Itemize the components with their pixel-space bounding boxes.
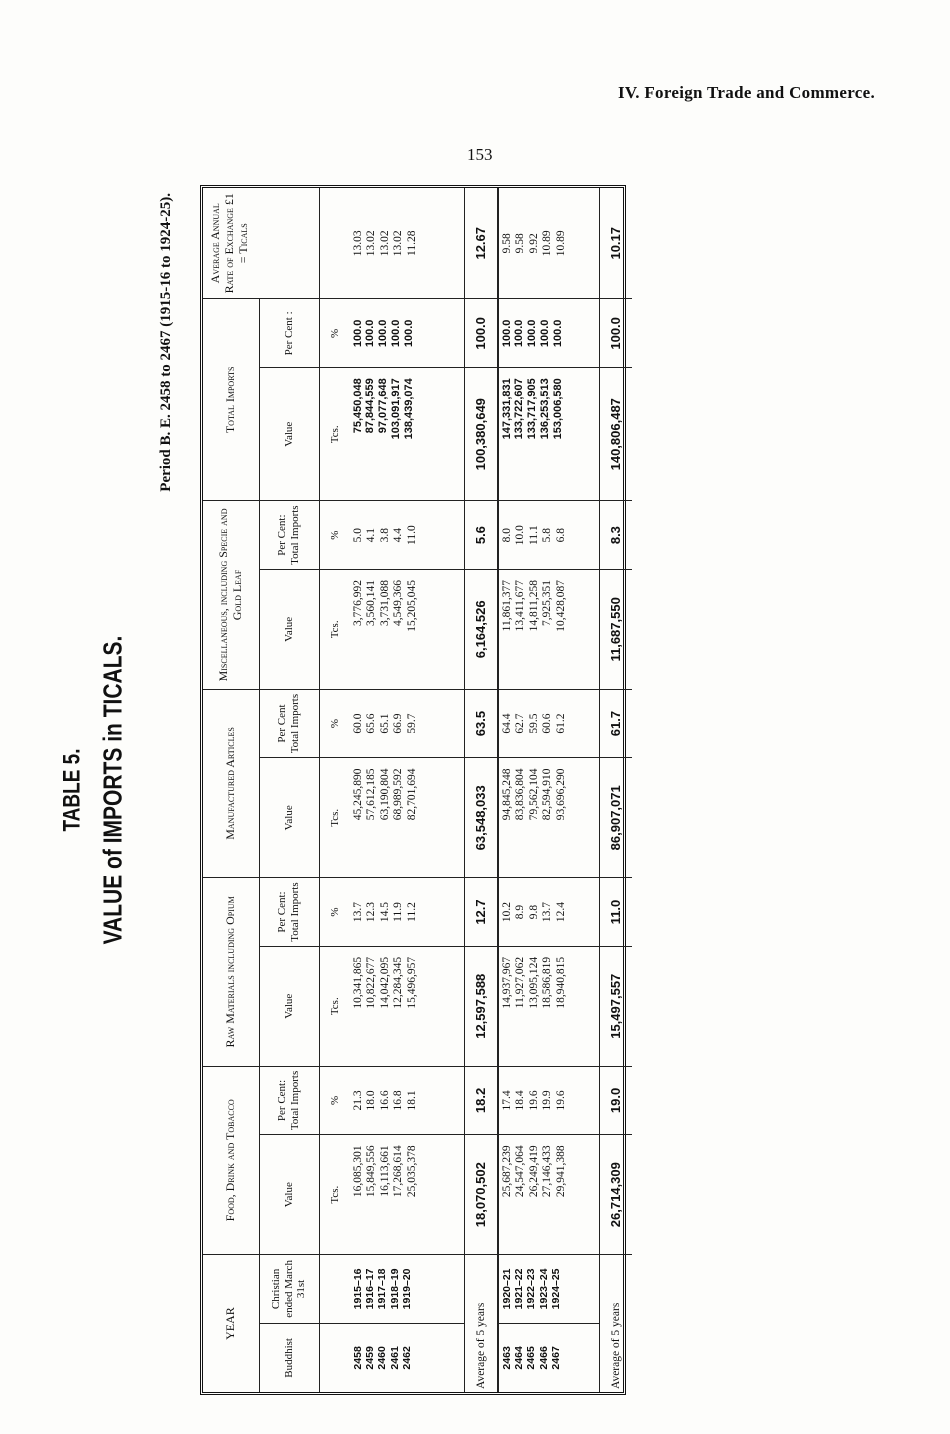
misc-value: 3,776,992: [351, 579, 364, 626]
rate-value: 10.89: [541, 230, 554, 257]
manu-value: 57,612,185: [365, 768, 378, 821]
total-pct: 100.0: [513, 319, 526, 348]
average-label: Average of 5 years: [464, 1255, 498, 1392]
total-value: 97,077,648: [377, 378, 390, 434]
raw-value: 10,822,677: [365, 956, 378, 1009]
total-value: 75,450,048: [351, 378, 364, 434]
manu-pct: 60.6: [541, 713, 554, 734]
food-pct: 21.3: [351, 1090, 364, 1111]
food-pct: 16.8: [392, 1090, 405, 1111]
manu-pct: 64.4: [500, 713, 513, 734]
food-pct: 18.1: [405, 1090, 418, 1111]
misc-value: 4,549,366: [392, 579, 405, 626]
avg-manu-value: 86,907,071: [599, 758, 632, 878]
buddhist-year: 2458: [351, 1346, 364, 1370]
rotated-table-region: [50, 185, 650, 1395]
avg-raw-pct: 12.7: [464, 878, 498, 947]
food-pct: 18.4: [514, 1090, 527, 1111]
misc-pct: 11.1: [527, 525, 540, 545]
unit-tcs: Tcs.: [319, 758, 350, 878]
misc-pct: 11.0: [405, 525, 418, 545]
avg-misc-pct: 5.6: [464, 501, 498, 570]
raw-pct: 8.9: [514, 904, 527, 920]
food-pcts: [498, 1066, 600, 1135]
misc-pct: 4.4: [392, 527, 405, 543]
buddhist-year: 2463: [500, 1346, 513, 1370]
table-title: TABLE 5.: [59, 748, 86, 832]
page-number: 153: [467, 145, 493, 164]
buddhist-years: [350, 1323, 465, 1392]
raw-value: 11,927,062: [514, 956, 527, 1009]
food-pct: 18.0: [365, 1090, 378, 1111]
misc-value: 3,731,088: [378, 579, 391, 626]
total-pct: 100.0: [390, 319, 403, 348]
buddhist-year: 2464: [512, 1346, 525, 1370]
manu-value: 82,701,694: [405, 768, 418, 821]
rate-value: 9.58: [514, 233, 527, 254]
average-row-2: [599, 188, 632, 1392]
christian-year: 1923–24: [537, 1268, 550, 1310]
rate-value: 9.58: [500, 233, 513, 254]
table-subtitle: VALUE of IMPORTS in TICALS.: [99, 635, 128, 945]
manu-values: [350, 758, 465, 878]
avg-rate: 10.17: [599, 188, 632, 299]
unit-row: [319, 188, 350, 1392]
total-pct: 100.0: [377, 319, 390, 348]
avg-food-value: 26,714,309: [599, 1135, 632, 1255]
unit-pct: %: [319, 878, 350, 947]
misc-pct: 4.1: [365, 527, 378, 543]
data-group-1: [350, 188, 465, 1392]
total-values: [350, 368, 465, 501]
avg-raw-value: 15,497,557: [599, 946, 632, 1066]
food-value: 16,085,301: [351, 1145, 364, 1198]
avg-manu-pct: 63.5: [464, 689, 498, 758]
food-value: 17,268,614: [392, 1145, 405, 1198]
manu-value: 79,562,104: [527, 768, 540, 821]
imports-table-frame: [200, 185, 626, 1395]
christian-header: Christian ended March 31st: [259, 1255, 319, 1324]
unit-tcs: Tcs.: [319, 946, 350, 1066]
buddhist-year: 2459: [363, 1346, 376, 1370]
misc-value: 15,205,045: [405, 579, 418, 632]
food-value: 15,849,556: [365, 1145, 378, 1198]
manu-pct-header: Per Cent Total Imports: [259, 689, 319, 758]
buddhist-year: 2466: [537, 1346, 550, 1370]
average-row-1: [464, 188, 498, 1392]
avg-raw-value: 12,597,588: [464, 946, 498, 1066]
buddhist-year: 2461: [388, 1346, 401, 1370]
food-pcts: [350, 1066, 465, 1135]
total-value: 136,253,513: [539, 378, 552, 440]
avg-misc-value: 11,687,550: [599, 569, 632, 689]
food-value: 29,941,388: [554, 1145, 567, 1198]
christian-year: 1922–23: [525, 1268, 538, 1310]
raw-pct: 12.4: [554, 901, 567, 923]
raw-pcts: [350, 878, 465, 947]
manu-pcts: [498, 689, 600, 758]
data-group-2: [498, 188, 600, 1392]
avg-manu-pct: 61.7: [599, 689, 632, 758]
food-value: 25,687,239: [500, 1145, 513, 1198]
total-value: 138,439,074: [403, 378, 416, 440]
total-value: 87,844,559: [364, 378, 377, 434]
raw-pct: 13.7: [351, 901, 364, 923]
avg-raw-pct: 11.0: [599, 878, 632, 947]
misc-pcts: [350, 501, 465, 570]
rates: [498, 188, 600, 299]
rate-value: 13.02: [392, 230, 405, 257]
misc-pct: 6.8: [554, 527, 567, 543]
christian-year: 1921–22: [512, 1268, 525, 1310]
manu-value-header: Value: [259, 758, 319, 878]
food-value: 26,249,419: [527, 1145, 540, 1198]
raw-value-header: Value: [259, 946, 319, 1066]
raw-pcts: [498, 878, 600, 947]
unit-pct: %: [319, 501, 350, 570]
food-pct: 17.4: [500, 1090, 513, 1111]
food-value: 25,035,378: [405, 1145, 418, 1198]
total-pcts: [350, 299, 465, 368]
average-label: Average of 5 years: [599, 1255, 632, 1392]
raw-pct-header: Per Cent: Total Imports: [259, 878, 319, 947]
year-header: YEAR: [203, 1255, 259, 1392]
rate-value: 13.02: [365, 230, 378, 257]
food-values: [350, 1135, 465, 1255]
manu-values: [498, 758, 600, 878]
unit-tcs: Tcs.: [319, 569, 350, 689]
manu-pct: 65.1: [378, 713, 391, 734]
unit-pct: %: [319, 299, 350, 368]
total-pct: 100.0: [500, 319, 513, 348]
avg-total-pct: 100.0: [599, 299, 632, 368]
manu-value: 94,845,248: [500, 768, 513, 821]
raw-value: 18,586,819: [541, 956, 554, 1009]
raw-value: 12,284,345: [392, 956, 405, 1009]
total-pct: 100.0: [403, 319, 416, 348]
raw-pct: 10.2: [500, 901, 513, 923]
avg-misc-pct: 8.3: [599, 501, 632, 570]
christian-years: [498, 1255, 600, 1324]
food-value: 27,146,433: [541, 1145, 554, 1198]
misc-pcts: [498, 501, 600, 570]
manu-value: 45,245,890: [351, 768, 364, 821]
avg-food-pct: 19.0: [599, 1066, 632, 1135]
misc-value: 11,861,377: [500, 579, 513, 632]
food-pct: 19.9: [541, 1090, 554, 1111]
rates: [350, 188, 465, 299]
manu-value: 68,989,592: [392, 768, 405, 821]
manu-pct: 59.7: [405, 713, 418, 734]
unit-pct: %: [319, 1066, 350, 1135]
raw-pct: 14.5: [378, 901, 391, 923]
food-pct: 19.6: [554, 1090, 567, 1111]
raw-pct: 9.8: [527, 904, 540, 920]
food-pct: 16.6: [378, 1090, 391, 1111]
raw-value: 18,940,815: [554, 956, 567, 1009]
avg-misc-value: 6,164,526: [464, 569, 498, 689]
manufactured-header: Manufactured Articles: [203, 689, 259, 877]
raw-pct: 11.9: [392, 902, 405, 922]
total-pct: 100.0: [364, 319, 377, 348]
christian-years: [350, 1255, 465, 1324]
rate-value: 10.89: [554, 230, 567, 257]
misc-value: 10,428,087: [554, 579, 567, 632]
misc-value: 14,811,258: [527, 579, 540, 632]
misc-header: Miscellaneous, including Specie and Gold Leaf: [203, 501, 259, 689]
misc-pct: 5.0: [351, 527, 364, 543]
total-values: [498, 368, 600, 501]
avg-total-pct: 100.0: [464, 299, 498, 368]
raw-pct: 13.7: [541, 901, 554, 923]
total-pcts: [498, 299, 600, 368]
misc-pct: 10.0: [514, 525, 527, 546]
total-pct: 100.0: [539, 319, 552, 348]
buddhist-year: 2467: [550, 1346, 562, 1370]
raw-value: 13,095,124: [527, 956, 540, 1009]
misc-value: 3,560,141: [365, 579, 378, 626]
misc-value: 13,411,677: [514, 579, 527, 632]
food-values: [498, 1135, 600, 1255]
christian-year: 1924–25: [550, 1268, 562, 1310]
total-value: 133,717,905: [526, 378, 539, 440]
avg-food-value: 18,070,502: [464, 1135, 498, 1255]
total-value: 147,331,831: [500, 378, 513, 440]
misc-value-header: Value: [259, 569, 319, 689]
misc-pct: 3.8: [378, 527, 391, 543]
rate-value: 13.02: [378, 230, 391, 257]
manu-pct: 65.6: [365, 713, 378, 734]
unit-tcs: Tcs.: [319, 1135, 350, 1255]
total-value: 153,006,580: [552, 378, 565, 440]
total-value: 103,091,917: [390, 378, 403, 440]
total-value-header: Value: [259, 368, 319, 501]
avg-manu-value: 63,548,033: [464, 758, 498, 878]
buddhist-year: 2465: [525, 1346, 538, 1370]
total-pct: 100.0: [351, 319, 364, 348]
total-header: Total Imports: [203, 299, 259, 501]
misc-pct: 8.0: [500, 527, 513, 543]
manu-value: 83,836,804: [514, 768, 527, 821]
misc-values: [350, 569, 465, 689]
manu-pct: 66.9: [392, 713, 405, 734]
rate-value: 13.03: [351, 230, 364, 257]
misc-pct-header: Per Cent: Total Imports: [259, 501, 319, 570]
manu-pct: 62.7: [514, 713, 527, 734]
manu-pcts: [350, 689, 465, 758]
raw-value: 10,341,865: [351, 956, 364, 1009]
chapter-heading: IV. Foreign Trade and Commerce.: [617, 83, 875, 102]
raw-value: 14,937,967: [500, 956, 513, 1009]
total-pct-header: Per Cent :: [259, 299, 319, 368]
raw-header: Raw Materials including Opium: [203, 878, 259, 1066]
christian-year: 1915–16: [351, 1268, 364, 1310]
manu-pct: 61.2: [554, 713, 567, 734]
food-pct: 19.6: [527, 1090, 540, 1111]
avg-food-pct: 18.2: [464, 1066, 498, 1135]
christian-year: 1918–19: [388, 1268, 401, 1310]
christian-year: 1920–21: [500, 1268, 513, 1310]
food-header: Food, Drink and Tobacco: [203, 1066, 259, 1254]
manu-pct: 60.0: [351, 713, 364, 734]
total-pct: 100.0: [526, 319, 539, 348]
misc-pct: 5.8: [541, 527, 554, 543]
food-value: 24,547,064: [514, 1145, 527, 1198]
manu-pct: 59.5: [527, 713, 540, 734]
raw-values: [498, 946, 600, 1066]
raw-value: 15,496,957: [405, 956, 418, 1009]
raw-values: [350, 946, 465, 1066]
total-pct: 100.0: [552, 319, 565, 348]
food-value-header: Value: [259, 1135, 319, 1255]
rate-value: 11.28: [405, 230, 418, 256]
raw-value: 14,042,095: [378, 956, 391, 1009]
misc-value: 7,925,351: [541, 579, 554, 626]
rate-value: 9.92: [527, 233, 540, 254]
raw-pct: 12.3: [365, 901, 378, 923]
christian-year: 1919–20: [401, 1268, 413, 1310]
total-value: 133,722,607: [513, 378, 526, 440]
manu-value: 93,696,290: [554, 768, 567, 821]
buddhist-years: [498, 1323, 600, 1392]
unit-tcs: Tcs.: [319, 368, 350, 501]
rate-header: Average Annual Rate of Exchange £1 = Ticals: [203, 188, 319, 299]
period-caption: Period B. E. 2458 to 2467 (1915-16 to 1924-25).: [158, 193, 174, 492]
buddhist-year: 2462: [401, 1346, 413, 1370]
unit-pct: %: [319, 689, 350, 758]
food-pct-header: Per Cent: Total Imports: [259, 1066, 319, 1135]
imports-table: [203, 188, 632, 1392]
buddhist-year: 2460: [376, 1346, 389, 1370]
christian-year: 1917–18: [376, 1268, 389, 1310]
misc-values: [498, 569, 600, 689]
avg-total-value: 100,380,649: [464, 368, 498, 501]
manu-value: 63,190,804: [378, 768, 391, 821]
christian-year: 1916–17: [363, 1268, 376, 1310]
manu-value: 82,594,910: [541, 768, 554, 821]
raw-pct: 11.2: [405, 902, 418, 922]
avg-rate: 12.67: [464, 188, 498, 299]
buddhist-header: Buddhist: [259, 1323, 319, 1392]
food-value: 16,113,661: [378, 1145, 391, 1197]
avg-total-value: 140,806,487: [599, 368, 632, 501]
